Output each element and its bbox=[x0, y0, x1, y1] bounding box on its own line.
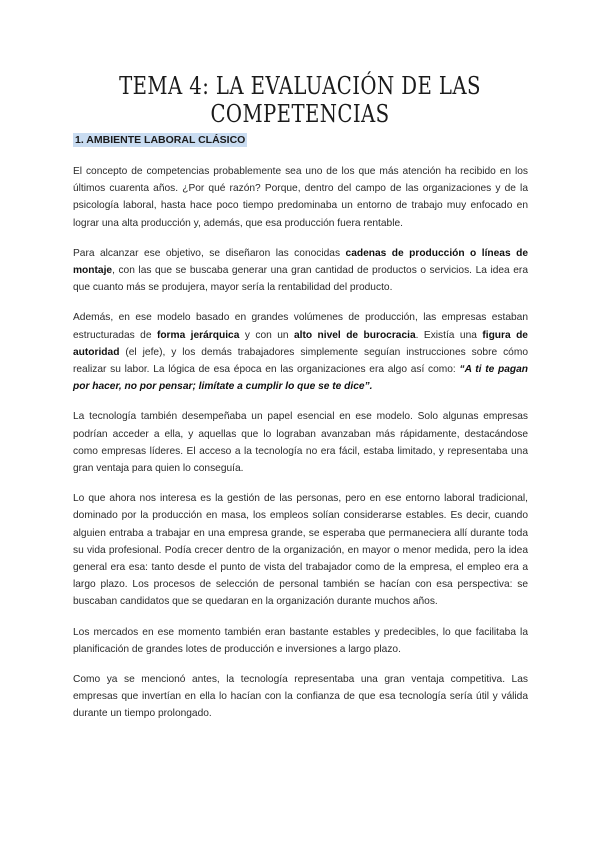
paragraph-5 bbox=[73, 490, 528, 610]
paragraph-4 bbox=[73, 408, 528, 477]
paragraph-3-text-c: y con un bbox=[239, 329, 294, 341]
body-text bbox=[73, 163, 528, 736]
paragraph-4-text: La tecnología también desempeñaba un papel esencial en ese modelo. Solo algunas empresas podrían acceder a ella, y aquellas que lo lograban avanzaban más rápidamente, destacándose como empresas líderes. El acceso a la tecnología no era fácil, estaba limitado, y representaba una gran ventaja para quien lo conseguía. bbox=[73, 411, 528, 475]
paragraph-1-text: El concepto de competencias probablemente sea uno de los que más atención ha recibido en los últimos cuarenta años. ¿Por qué razón? Porque, dentro del campo de las organizaciones y de la psicología laboral, hasta hace poco tiempo predominaba un entorno de trabajo muy enfocado en lograr una alta producción y, además, que esa producción fuera rentable. bbox=[73, 166, 528, 229]
paragraph-3 bbox=[73, 309, 528, 395]
paragraph-2-bold: cadenas de producción o líneas de montaje bbox=[73, 247, 528, 277]
paragraph-3-bold-b: forma jerárquica bbox=[156, 329, 240, 341]
page-title: TEMA 4: LA EVALUACIÓN DE LAS COMPETENCIAS bbox=[119, 72, 481, 128]
paragraph-3-text-e: . Existía una bbox=[415, 329, 483, 341]
paragraph-3-bold-d: alto nivel de burocracia bbox=[294, 329, 416, 341]
paragraph-2 bbox=[73, 245, 528, 297]
section-heading: 1. AMBIENTE LABORAL CLÁSICO bbox=[75, 134, 246, 146]
paragraph-3-text-g: (el jefe), y los demás trabajadores simplemente seguían instrucciones sobre cómo realizar su labor. La lógica de esa época en las organizaciones era algo así como: bbox=[73, 346, 528, 376]
paragraph-3-quote: “A ti te pagan por hacer, no por pensar; limítate a cumplir lo que se te dice”. bbox=[73, 364, 528, 393]
paragraph-7-text: Como ya se mencionó antes, la tecnología representaba una gran ventaja competitiva. Las empresas que invertían en ella lo hacían con la confianza de que esa tecnología sería útil y válida durante un tiempo prolongado. bbox=[73, 674, 528, 720]
paragraph-3-bold-f: figura de autoridad bbox=[73, 329, 528, 358]
paragraph-3-text-a: Además, en ese modelo basado en grandes volúmenes de producción, las empresas estaban estructuradas de bbox=[73, 312, 528, 341]
paragraph-2-text-a: Para alcanzar ese objetivo, se diseñaron las conocidas bbox=[73, 247, 346, 259]
paragraph-5-text: Lo que ahora nos interesa es la gestión de las personas, pero en ese entorno laboral tradicional, dominado por la producción en masa, los empleos solían considerarse estables. Es decir, cuando alguien entraba a trabajar en una empresa grande, se esperaba que permaneciera allí durante toda su vida profesional. Podía crecer dentro de la organización, en mayor o menor medida, pero la idea general era esa: tanto desde el punto de vista del trabajador como de la empresa, el empleo era a largo plazo. Los procesos de selección de personal también se hacían con esa perspectiva: se buscaban candidatos que se quedaran en la organización durante muchos años. bbox=[73, 493, 528, 608]
paragraph-6-text: Los mercados en ese momento también eran bastante estables y predecibles, lo que facilitaba la planificación de grandes lotes de producción e inversiones a largo plazo. bbox=[73, 626, 528, 655]
paragraph-2-text-c: , con las que se buscaba generar una gran cantidad de productos o servicios. La idea era que cuanto más se produjera, mayor sería la rentabilidad del producto. bbox=[73, 265, 528, 294]
paragraph-7 bbox=[73, 671, 528, 723]
paragraph-6 bbox=[73, 624, 528, 658]
paragraph-1 bbox=[73, 163, 528, 232]
